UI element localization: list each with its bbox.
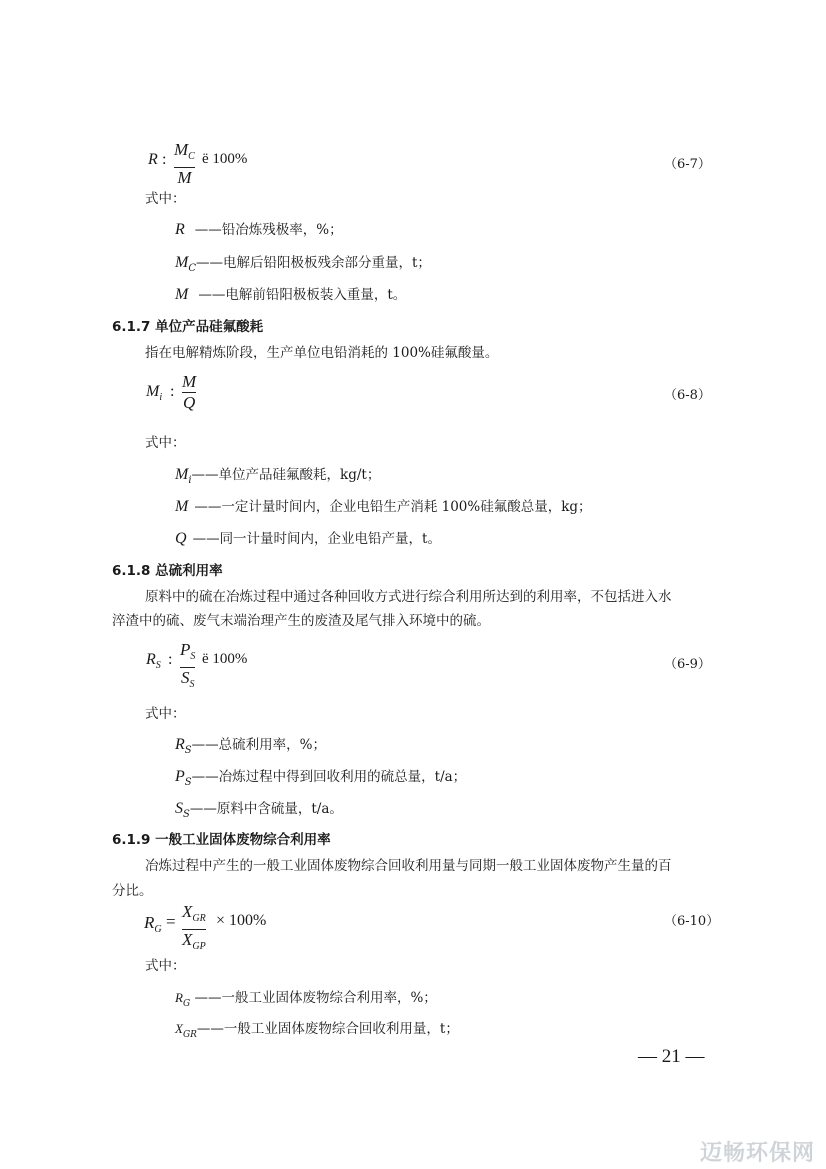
def-row: $R_S——$总硫利用率，%； — [175, 736, 326, 756]
paragraph-6-1-7: 指在电解精炼阶段，生产单位电铅消耗的 100%硅氟酸量。 — [145, 345, 499, 361]
watermark-logo: 迈畅环保网 — [700, 1141, 816, 1166]
section-heading-6-1-8: 6.1.8 总硫利用率 — [112, 563, 223, 579]
eq-6-8-sym: : — [170, 383, 175, 400]
paragraph-6-1-8-line-1: 原料中的硫在冶炼过程中通过各种回收方式进行综合利用所达到的利用率，不包括进入水 — [145, 589, 672, 605]
eq-6-10-denominator: $X_{GP}$ — [182, 930, 206, 952]
eq-6-7-number: （6-7） — [664, 157, 711, 172]
eq-6-10: $R_G$ = $X_{GR}$ $X_{GP}$ × 100% — [144, 902, 304, 948]
eq-6-8-denominator: Q — [182, 393, 196, 412]
eq-6-8-number: （6-8） — [664, 388, 711, 403]
def-row: $P_S——$冶炼过程中得到回收利用的硫总量，t/a； — [175, 768, 467, 788]
where-label-1: 式中： — [145, 191, 186, 207]
eq-6-7-lhs: R — [148, 151, 158, 168]
def-row: $X_{GR}——$一般工业固体废物综合回收利用量，t； — [175, 1021, 459, 1040]
eq-6-10-lhs: R — [144, 913, 155, 932]
section-heading-6-1-7: 6.1.7 单位产品硅氟酸耗 — [112, 319, 264, 335]
eq-6-10-fraction — [182, 902, 206, 957]
eq-6-9: $R_S$ : $P_S$ $S_S$ ë 100% — [146, 640, 286, 686]
where-label-4: 式中： — [145, 958, 186, 974]
def-row: Q ——同一计量时间内，企业电铅产量，t。 — [175, 530, 441, 547]
eq-6-8-lhs: M — [146, 383, 160, 400]
paragraph-6-1-9-line-1: 冶炼过程中产生的一般工业固体废物综合回收利用量与同期一般工业固体废物产生量的百 — [145, 858, 672, 874]
def-row: $M_i——$单位产品硅氟酸耗，kg/t； — [175, 466, 381, 486]
eq-6-7 — [148, 140, 288, 186]
def-row: R ——铅冶炼残极率，%； — [175, 221, 343, 238]
eq-6-10-tail: × 100% — [216, 912, 267, 929]
eq-6-9-fraction — [180, 640, 195, 695]
def-row: M ——一定计量时间内，企业电铅生产消耗 100%硅氟酸总量，kg； — [175, 498, 592, 515]
eq-6-9-denominator: $S_S$ — [180, 668, 195, 690]
eq-6-9-number: （6-9） — [664, 657, 711, 672]
def-row: $R_G$ ——一般工业固体废物综合利用率，%； — [175, 990, 437, 1009]
eq-6-8-numerator: M — [182, 372, 197, 391]
def-row: $S_S——$原料中含硫量，t/a。 — [175, 800, 343, 820]
def-row: $M_C——$电解后铅阳极板残余部分重量，t； — [175, 254, 431, 274]
paragraph-6-1-9-line-2: 分比。 — [112, 883, 153, 899]
eq-6-8: $M_i$ : M Q — [146, 372, 197, 412]
eq-6-7-tail: ë 100% — [202, 151, 248, 167]
where-label-3: 式中： — [145, 706, 186, 722]
eq-6-7-fraction — [174, 140, 195, 188]
eq-6-7-numerator: $M_C$ — [174, 140, 195, 162]
page-number: — 21 — — [638, 1046, 705, 1067]
eq-6-10-sym: = — [166, 912, 176, 931]
eq-6-8-fraction — [182, 372, 196, 413]
eq-6-7-denominator: M — [177, 168, 192, 187]
section-heading-6-1-9: 6.1.9 一般工业固体废物综合利用率 — [112, 832, 331, 848]
eq-6-10-numerator: $X_{GR}$ — [182, 902, 206, 924]
paragraph-6-1-8-line-2: 淬渣中的硫、废气末端治理产生的废渣及尾气排入环境中的硫。 — [112, 613, 490, 629]
where-label-2: 式中： — [145, 435, 186, 451]
def-row: M ——电解前铅阳极板装入重量，t。 — [175, 286, 407, 303]
eq-6-7-sym: : — [162, 151, 167, 168]
eq-6-9-lhs: R — [146, 651, 156, 668]
eq-6-10-number: （6-10） — [664, 914, 720, 929]
eq-6-9-sym: : — [168, 651, 173, 668]
eq-6-9-tail: ë 100% — [202, 651, 248, 667]
eq-6-9-numerator: $P_S$ — [180, 640, 196, 662]
